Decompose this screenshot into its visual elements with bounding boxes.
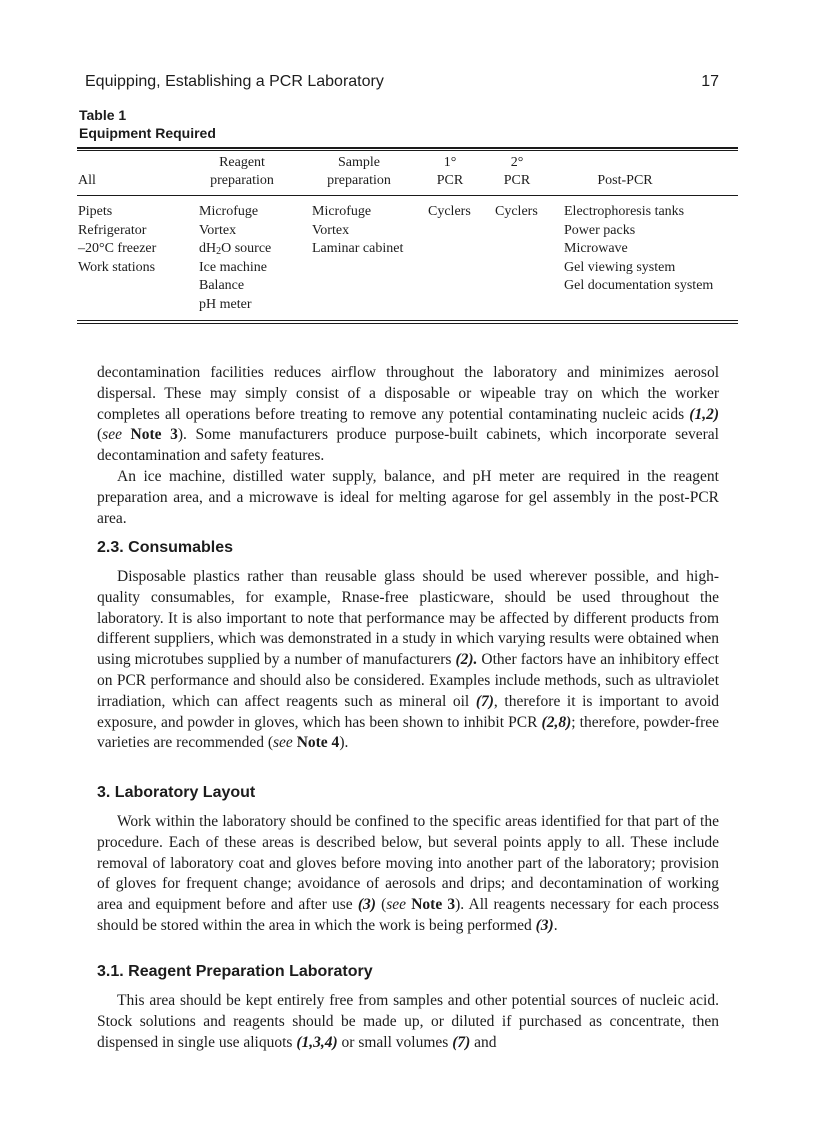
table-cell: –20°C freezer	[78, 241, 157, 257]
table-cell: Refrigerator	[78, 222, 147, 238]
paragraph-laboratory-layout: Work within the laboratory should be confined to the specific areas identified for that part of the procedure. Each of these areas is described below, but several points apply to all. These include removal of laboratory coat and gloves before moving into another part of the laboratory; provision of gloves for frequent change; avoidance of aerosols and drips; and decontamination of working area and equipment before and after use (3) (see Note 3). All reagents necessary for each process should be stored within the area in which the work is being performed (3).	[97, 813, 719, 934]
table-title: Equipment Required	[79, 125, 216, 141]
table-cell: Cyclers	[495, 204, 538, 219]
citation: (2).	[455, 651, 478, 669]
table-cell: Electrophoresis tanks	[564, 204, 685, 219]
note-ref: Note 3	[130, 426, 178, 444]
table-cell: Pipets	[78, 204, 113, 219]
note-ref: Note 3	[411, 896, 456, 914]
paragraph-decontamination: decontamination facilities reduces airflow throughout the laboratory and minimizes aerosol dispersal. These may simply consist of a disposable or wipeable tray on which the worker completes all operations before treating to remove any potential contaminating nucleic acids (1,2) (see Note 3). Some manufacturers produce purpose-built cabinets, which incorporate several decontamination and safety features.	[97, 364, 719, 465]
table-cell: Microwave	[564, 241, 628, 257]
citation: (2,8)	[541, 713, 572, 731]
col-sample-items	[312, 203, 403, 259]
col-header-1pcr-line2: PCR	[436, 173, 464, 188]
col-header-reagent-line1: Reagent	[219, 155, 265, 170]
note-ref: Note 4	[296, 734, 340, 752]
col-reagent-items	[199, 203, 271, 315]
citation: (3)	[535, 916, 554, 934]
citation: (1,2)	[689, 405, 719, 423]
col-header-sample-line2: preparation	[327, 173, 391, 188]
citation: (7)	[452, 1033, 471, 1051]
table-cell: Balance	[199, 278, 245, 294]
col-2pcr-items	[495, 203, 538, 222]
section-heading-consumables: 2.3. Consumables	[97, 539, 234, 556]
col-1pcr-items	[428, 203, 471, 222]
col-header-2pcr-line2: PCR	[503, 173, 531, 188]
col-all-items	[78, 203, 156, 277]
section-heading-laboratory-layout: 3. Laboratory Layout	[97, 784, 256, 801]
table-cell: Power packs	[564, 222, 636, 238]
equipment-table	[0, 0, 816, 330]
section-heading-reagent-preparation: 3.1. Reagent Preparation Laboratory	[97, 963, 373, 980]
paragraph-consumables: Disposable plastics rather than reusable glass should be used wherever possible, and high-quality consumables, for example, Rnase-free plasticware, should be used throughout the laboratory. It is also important to note that performance may be affected by different products from different suppliers, which was demonstrated in a study in which varying results were obtained when using microtubes supplied by a number of manufacturers (2). Other factors have an inhibitory effect on PCR performance and should also be considered. Examples include methods, such as ultraviolet irradiation, which can affect reagents such as mineral oil (7), therefore it is important to avoid exposure, and powder in gloves, which has been shown to inhibit PCR (2,8); therefore, powder-free varieties are recommended (see Note 4).	[97, 568, 720, 752]
col-header-sample-line1: Sample	[338, 155, 380, 170]
citation: (3)	[357, 896, 376, 914]
table-cell: Gel viewing system	[564, 259, 676, 275]
table-cell: Work stations	[78, 259, 156, 275]
running-head-title: Equipping, Establishing a PCR Laboratory	[85, 73, 384, 90]
page-number: 17	[701, 73, 719, 90]
paragraph-ice-machine: An ice machine, distilled water supply, balance, and pH meter are required in the reagent preparation area, and a microwave is ideal for melting agarose for gel assembly in the post-PCR area.	[97, 468, 719, 527]
table-cell: Microfuge	[312, 204, 372, 219]
col-header-1pcr-line1: 1°	[443, 155, 457, 170]
table-cell: pH meter	[199, 296, 252, 312]
citation: (1,3,4)	[296, 1033, 338, 1051]
table-cell: Ice machine	[199, 259, 268, 275]
citation: (7)	[475, 692, 494, 710]
table-cell: Vortex	[312, 222, 350, 238]
table-cell: Gel documentation system	[564, 278, 714, 294]
col-header-reagent-line2: preparation	[210, 173, 274, 188]
table-cell-dh2o: $dH_2O$ source	[199, 241, 272, 258]
table-cell: Microfuge	[199, 204, 259, 219]
paragraph-reagent-preparation: This area should be kept entirely free from samples and other potential sources of nucleic acid. Stock solutions and reagents should be made up, or diluted if purchased as concentrate, then dispensed in single use aliquots (1,3,4) or small volumes (7) and	[97, 992, 719, 1051]
table-cell: Laminar cabinet	[312, 241, 404, 257]
col-post-pcr-items	[564, 203, 713, 296]
table-label: Table 1	[79, 107, 127, 123]
table-cell: Cyclers	[428, 204, 471, 219]
col-header-2pcr-line1: 2°	[510, 155, 524, 170]
col-header-post-pcr: Post-PCR	[597, 173, 653, 188]
col-header-all: All	[78, 173, 96, 188]
table-cell: Vortex	[199, 222, 237, 238]
